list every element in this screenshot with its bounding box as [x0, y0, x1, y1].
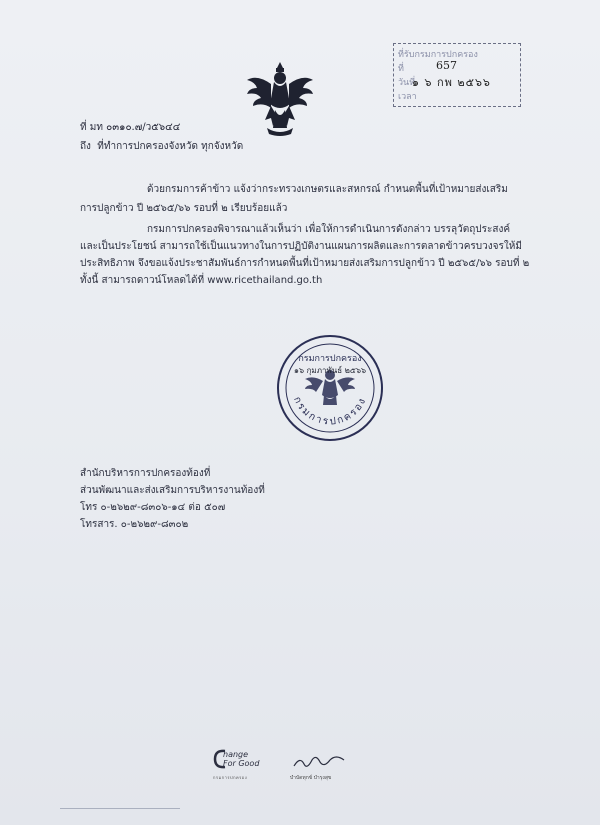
receipt-number: 657 [436, 59, 457, 72]
logo-small-text: กรมการปกครอง [213, 775, 248, 780]
garuda-emblem-icon [245, 58, 315, 138]
receipt-label-number: ที่ [398, 64, 404, 74]
seal-top-text: กรมการปกครอง [298, 354, 362, 364]
division-name: ส่วนพัฒนาและส่งเสริมการบริหารงานท้องที่ [80, 485, 265, 496]
para1-line1: ด้วยกรมการค้าข้าว แจ้งว่ากระทรวงเกษตรและสหกรณ์ กำหนดพื้นที่เป้าหมายส่งเสริม [147, 184, 508, 195]
ref-label: ที่ มท [80, 122, 103, 133]
ref-number: ๐๓๑๐.๗/ว๕๖๔๔ [106, 122, 181, 133]
phone-number: โทร ๐-๒๖๒๙-๘๓๐๖-๑๔ ต่อ ๕๐๗ [80, 502, 226, 513]
official-seal [275, 333, 385, 443]
recipient-line [80, 140, 243, 153]
para1-line2: การปลูกข้าว ปี ๒๕๖๕/๖๖ รอบที่ ๒ เรียบร้อยแล้ว [80, 203, 288, 214]
reference-line [80, 121, 180, 134]
footer-signature [290, 752, 350, 782]
para2-line2: และเป็นประโยชน์ สามารถใช้เป็นแนวทางในการปฏิบัติงานแผนการผลิตและการตลาดข้าวครบวงจรให้มี [80, 241, 522, 252]
seal-garuda-icon [305, 370, 355, 405]
office-name: สำนักบริหารการปกครองท้องที่ [80, 468, 211, 479]
seal-date-text: ๑๖ กุมภาพันธ์ ๒๕๖๖ [293, 366, 367, 375]
signature-stroke-icon [290, 752, 350, 772]
receipt-date: ๑ ๖ กพ ๒๕๖๖ [412, 76, 491, 89]
receipt-label-date: วันที่ [398, 78, 416, 88]
to-label: ถึง [80, 141, 91, 152]
to-text: ที่ทำการปกครองจังหวัด ทุกจังหวัด [97, 141, 244, 152]
fax-number: โทรสาร. ๐-๒๖๒๙-๘๓๐๒ [80, 519, 189, 530]
para2-line1: กรมการปกครองพิจารณาแล้วเห็นว่า เพื่อให้การดำเนินการดังกล่าว บรรลุวัตถุประสงค์ [147, 224, 511, 235]
receipt-label-office: ที่รับกรมการปกครอง [398, 50, 478, 60]
seal-ring-text: กรมการปกครอง [291, 395, 369, 428]
receipt-label-time: เวลา [398, 92, 417, 102]
para2-line4: ทั้งนี้ สามารถดาวน์โหลดได้ที่ www.ricethailand.go.th [80, 275, 323, 286]
signature-caption: บำบัดทุกข์ บำรุงสุข [290, 775, 332, 781]
for-good-text: For Good [223, 759, 260, 768]
receipt-stamp [393, 43, 521, 107]
change-text: hange [223, 750, 249, 759]
change-for-good-logo [213, 748, 283, 778]
para2-line3: ประสิทธิภาพ จึงขอแจ้งประชาสัมพันธ์การกำหนดพื้นที่เป้าหมายส่งเสริมการปลูกข้าว ปี ๒๕๖๕/๖๖ รอบที่ ๒ [80, 258, 530, 269]
bottom-divider [60, 808, 180, 809]
